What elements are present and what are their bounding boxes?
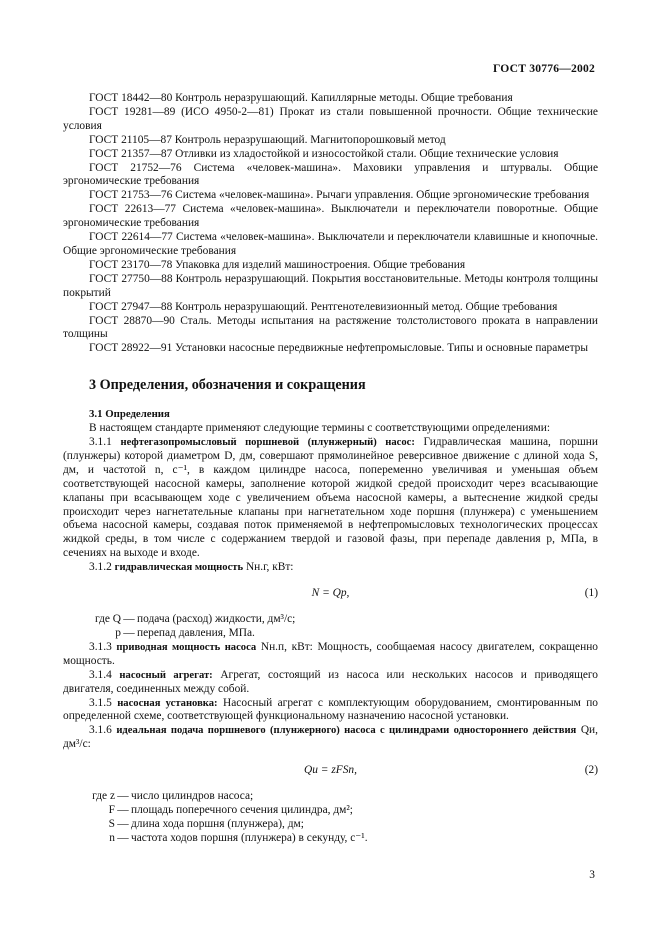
legend-row: [63, 790, 598, 804]
reference-item: ГОСТ 19281—89 (ИСО 4950-2—81) Прокат из стали повышенной прочности. Общие технические условия: [63, 105, 598, 132]
reference-item: ГОСТ 18442—80 Контроль неразрушающий. Капиллярные методы. Общие требования: [89, 92, 513, 104]
definition-number: 3.1.6: [89, 724, 112, 737]
reference-item: ГОСТ 22614—77 Система «человек-машина». Выключатели и переключатели клавишные и кнопочные. Общие эргономические требования: [63, 231, 598, 257]
legend-row: [63, 832, 598, 846]
legend-row: [63, 613, 598, 627]
definition-number: 3.1.3: [89, 640, 112, 653]
formula-expression: N = Qp,: [311, 587, 350, 600]
reference-item: ГОСТ 27947—88 Контроль неразрушающий. Рентгенотелевизионный метод. Общие требования: [89, 300, 558, 313]
reference-item: ГОСТ 21752—76 Система «человек-машина». Маховики управления и штурвалы. Общие эргономические требования: [63, 161, 598, 188]
definition-term: приводная мощность насоса: [116, 641, 257, 653]
formula-2: [63, 764, 598, 778]
definition-3-1-2: [63, 561, 598, 575]
legend-description: подача (расход) жидкости, дм³/с;: [137, 613, 296, 626]
definition-term: насосная установка:: [117, 697, 218, 709]
legend-dash: —: [123, 627, 135, 639]
legend-row: [63, 627, 598, 641]
normative-references-list: [63, 92, 598, 356]
legend-description: перепад давления, МПа.: [137, 627, 255, 639]
definition-term: нефтегазопромысловый поршневой (плунжерный) насос:: [120, 437, 415, 449]
definition-term: гидравлическая мощность: [114, 562, 244, 574]
formula-1: [63, 587, 598, 601]
legend-symbol: где z: [92, 790, 115, 803]
legend-symbol: p: [115, 627, 121, 639]
definition-text: Nн.г, кВт:: [243, 561, 294, 574]
legend-symbol: где Q: [94, 613, 121, 626]
formula-1-legend: [63, 613, 598, 641]
legend-row: [63, 804, 598, 818]
reference-item: ГОСТ 21753—76 Система «человек-машина». Рычаги управления. Общие эргономические требования: [89, 189, 590, 202]
reference-item: ГОСТ 27750—88 Контроль неразрушающий. Покрытия восстановительные. Методы контроля толщины покрытий: [63, 272, 598, 299]
definition-number: 3.1.2: [89, 561, 112, 574]
definition-3-1-5: [63, 697, 598, 725]
reference-item: ГОСТ 22613—77 Система «человек-машина». Выключатели и переключатели поворотные. Общие эргономические требования: [63, 203, 598, 230]
formula-expression: Qи = zFSn,: [304, 764, 357, 777]
page-header: ГОСТ 30776—2002: [492, 62, 595, 75]
legend-symbol: S: [108, 817, 115, 830]
definition-number: 3.1.5: [89, 696, 112, 709]
definition-text: Агрегат, состоящий из насоса или нескольких насосов и приводящего двигателя, соединенных между собой.: [63, 668, 598, 695]
reference-item: ГОСТ 23170—78 Упаковка для изделий машиностроения. Общие требования: [89, 258, 466, 271]
legend-symbol: F: [108, 804, 115, 817]
page-number: 3: [589, 869, 595, 881]
definition-text: Насосный агрегат с комплектующим оборудованием, смонтированным по определенной схеме, соответствующей функциональному назначению насосной установки.: [63, 696, 598, 723]
definition-text: Гидравлическая машина, поршни (плунжеры) которой диаметром D, дм, совершают прямолинейное реверсивное движение с длиной хода S, дм, и частотой n, с⁻¹, в каждом цилиндре насоса, попеременно увеличивая и уменьшая объем соответствующей насосной камеры, заполнение которой жидкой средой происходит через всасывающие клапаны при всасывающем ходе с увеличением объема насосной камеры, а вытеснение жидкой среды происходит через нагнетательные клапаны при нагнетательном ходе поршня (плунжера) с уменьшением объема насосной камеры, создавая поток применяемой в нефтепромысловых технологических процессах жидкой среды, в том числе с содержанием твердой и газовой фазы, при перепаде давления p, МПа, в сечениях на выходе и входе.: [63, 436, 598, 560]
reference-item: ГОСТ 28870—90 Сталь. Методы испытания на растяжение толстолистового проката в направлении толщины: [63, 314, 598, 341]
definition-3-1-1: [63, 436, 598, 561]
legend-dash: —: [117, 817, 129, 830]
legend-description: длина хода поршня (плунжера), дм;: [131, 817, 304, 830]
definition-3-1-6: [63, 724, 598, 752]
definition-term: насосный агрегат:: [119, 669, 213, 681]
reference-item: ГОСТ 28922—91 Установки насосные передвижные нефтепромысловые. Типы и основные параметры: [89, 342, 589, 355]
reference-item: ГОСТ 21105—87 Контроль неразрушающий. Магнитопорошковый метод: [89, 133, 446, 146]
legend-dash: —: [117, 831, 129, 844]
legend-dash: —: [117, 804, 129, 817]
formula-number: (1): [584, 587, 598, 600]
definition-term: идеальная подача поршневого (плунжерного) насоса с цилиндрами одностороннего действия: [116, 725, 577, 737]
definition-number: 3.1.1: [89, 436, 112, 449]
legend-dash: —: [117, 790, 129, 803]
definition-text: Nн.п, кВт: Мощность, сообщаемая насосу двигателем, сокращенно мощность.: [63, 640, 599, 667]
definition-text: Qи, дм³/с:: [63, 724, 598, 751]
section-title: 3 Определения, обозначения и сокращения: [89, 377, 366, 394]
page-content: [63, 92, 598, 846]
definition-3-1-3: [63, 641, 598, 669]
definition-3-1-4: [63, 669, 598, 697]
legend-row: [63, 818, 598, 832]
definition-number: 3.1.4: [89, 668, 112, 681]
legend-description: площадь поперечного сечения цилиндра, дм²;: [131, 804, 353, 817]
subsection-title: 3.1 Определения: [89, 408, 170, 421]
formula-2-legend: [63, 790, 598, 846]
legend-description: частота ходов поршня (плунжера) в секунду, с⁻¹.: [131, 831, 368, 844]
reference-item: ГОСТ 21357—87 Отливки из хладостойкой и износостойкой стали. Общие технические условия: [89, 147, 559, 160]
formula-number: (2): [584, 764, 598, 777]
legend-symbol: n: [109, 831, 115, 844]
legend-dash: —: [123, 613, 135, 626]
legend-description: число цилиндров насоса;: [131, 790, 254, 803]
definitions-intro: В настоящем стандарте применяют следующие термины с соответствующими определениями:: [89, 422, 551, 435]
